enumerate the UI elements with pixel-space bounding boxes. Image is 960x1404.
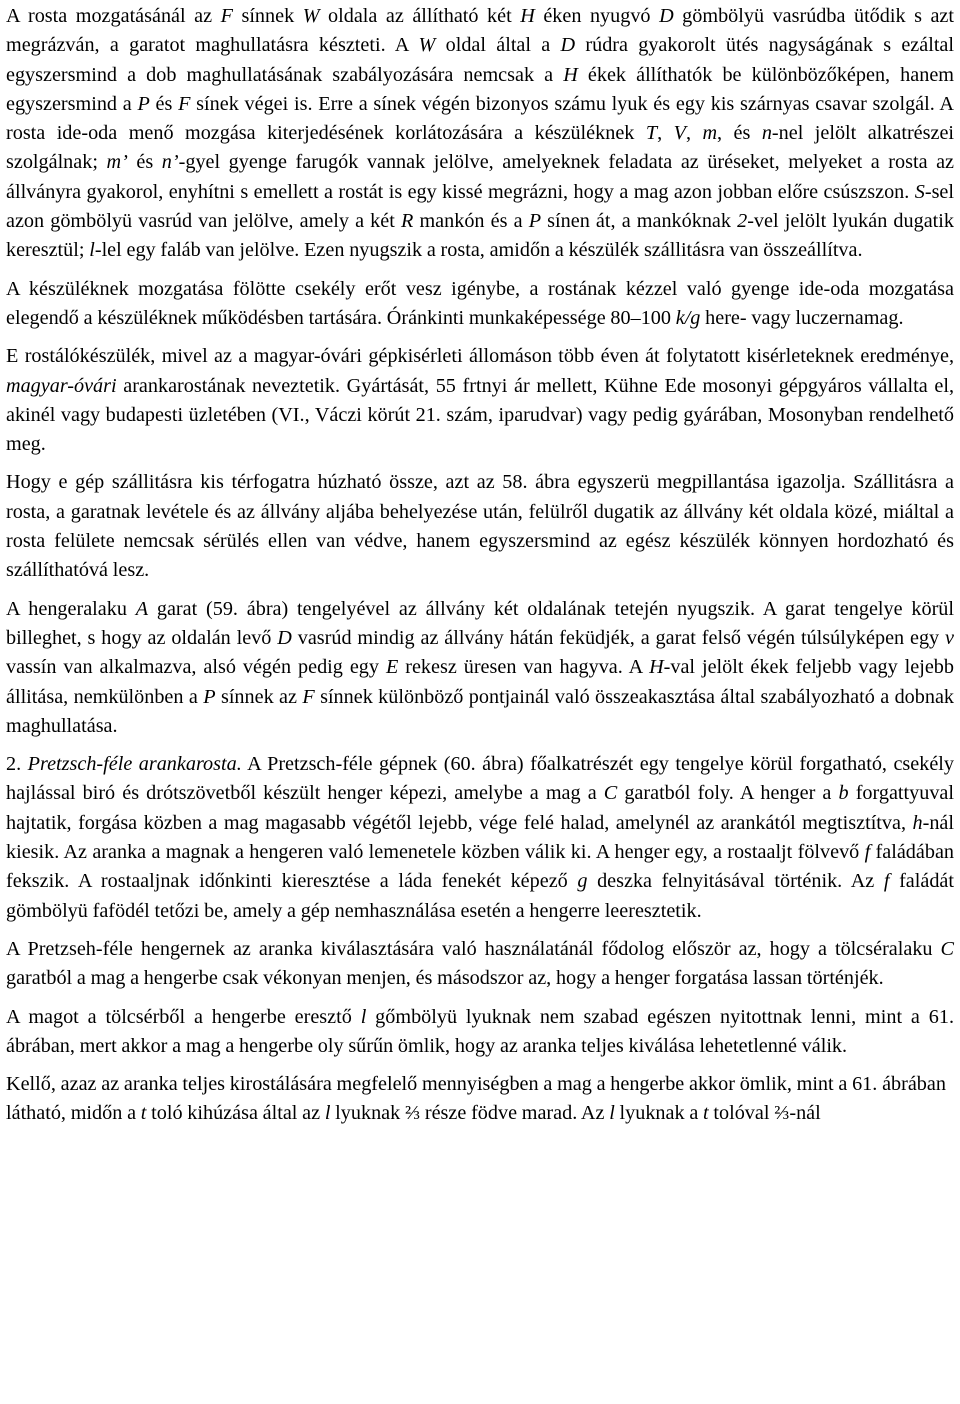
text-run: rekesz üresen van hagyva. A — [398, 656, 650, 679]
italic-text-run: Pretzsch-féle arankarosta. — [27, 753, 242, 776]
text-run: és — [149, 92, 179, 115]
italic-text-run: n’ — [161, 151, 179, 174]
italic-text-run: v — [945, 626, 954, 649]
text-run: -nál kiesik. Az aranka a magnak a hengeren való lemenetele közben válik ki. A henger egy, a rostaaljt fölvevő — [6, 811, 954, 864]
italic-text-run: n — [761, 122, 772, 145]
text-run: deszka felnyitásával történik. Az — [587, 870, 884, 893]
italic-text-run: l — [89, 239, 95, 262]
italic-text-run: W — [302, 5, 320, 27]
italic-text-run: 2 — [737, 210, 748, 233]
text-run: A hengeralaku — [6, 597, 136, 620]
text-run: , — [685, 122, 703, 145]
italic-text-run: m’ — [106, 151, 128, 174]
italic-text-run: A — [135, 597, 149, 620]
text-run: sínen át, a mankóknak — [541, 210, 738, 233]
text-run: mankón és a — [413, 210, 529, 233]
text-run: A készüléknek mozgatása fölötte csekély erőt vesz igénybe, a rostának kézzel való gyenge ide-oda mozgatása elegendő a készüléknek működésben tartására. Óránkinti munkaképessége 80–100 — [6, 277, 954, 329]
paragraph-hengeralaku-garat — [6, 595, 954, 741]
italic-text-run: P — [203, 685, 216, 708]
text-run: -sel azon gömbölyü vasrúd van jelölve, amely a két — [6, 180, 954, 233]
text-run: lyuknak ⅔ része födve marad. Az — [330, 1102, 610, 1125]
italic-text-run: h — [912, 811, 923, 834]
italic-text-run: k/g — [675, 306, 701, 329]
paragraph-szallitas — [6, 468, 954, 585]
italic-text-run: S — [914, 180, 925, 203]
paragraph-pretzsch-fele — [6, 750, 954, 926]
italic-text-run: D — [277, 626, 292, 649]
italic-text-run: H — [520, 5, 535, 27]
italic-text-run: P — [528, 210, 542, 233]
text-run: -nel jelölt alkatrészei szolgálnak; — [6, 122, 955, 174]
text-run: sínnek az — [215, 685, 303, 708]
text-run: A Pretzseh-féle hengernek az aranka kiválasztására való használatánál fődolog először az, hogy a tölcséralaku — [6, 937, 941, 960]
italic-text-run: R — [400, 210, 414, 233]
italic-text-run: F — [178, 92, 191, 115]
text-run: A rosta mozgatásánál az — [6, 5, 221, 27]
italic-text-run: E — [385, 656, 399, 679]
text-run: forgattyuval hajtatik, forgása közben a mag magasabb végétől lejebb, vége felé halad, amelynél az arankától megtisztítva, — [6, 782, 954, 834]
italic-text-run: l — [609, 1102, 615, 1125]
text-run: sínnek — [232, 5, 303, 27]
text-run: -vel jelölt lyukán dugatik keresztül; — [6, 210, 954, 262]
italic-text-run: P — [137, 92, 150, 115]
italic-text-run: W — [418, 34, 436, 57]
italic-text-run: g — [577, 870, 588, 893]
paragraph-pretzseh-hengernek — [6, 935, 954, 994]
text-run: Kellő, azaz az aranka teljes kirostálására megfelelő mennyiségben a mag a hengerbe akkor ömlik, mint a 61. ábrában látható, midőn a — [6, 1073, 946, 1125]
text-run: A Pretzsch-féle gépnek (60. ábra) főalkatrészét egy tengelye körül forgatható, csekély hajlással biró és drótszövetből készült henger képezi, amelybe a mag a — [6, 753, 954, 805]
text-run: here- vagy luczernamag. — [700, 306, 904, 329]
text-run: lyuknak a — [614, 1102, 704, 1125]
text-run: sínek végei is. Erre a sínek végén bizonyos számu lyuk és egy kis szárnyas csavar szolgál. A rosta ide-oda menő mozgása kiterjedésének korlátozására a készüléknek — [6, 92, 954, 145]
text-run: , — [657, 122, 674, 145]
italic-text-run: F — [220, 5, 233, 27]
text-run: faládában fekszik. A rostaaljnak időnkinti kieresztése a láda fenekét képező — [6, 841, 955, 893]
text-run: E rostálókészülék, mivel az a magyar-óvári gépkisérleti állomáson több éven át folytatott kisérleteknek eredménye, — [6, 345, 954, 368]
italic-text-run: b — [838, 782, 849, 805]
italic-text-run: magyar-óvári — [6, 374, 117, 397]
text-run: sínnek különböző pontjainál való összeakasztása által szabályozható a dobnak maghullatása. — [6, 685, 955, 737]
paragraph-tolcser-lyuk — [6, 1003, 954, 1062]
text-run: ékek állíthatók be különbözőképen, hanem egyszersmind a — [6, 63, 954, 115]
text-run: toló kihúzása által az — [146, 1102, 325, 1125]
italic-text-run: l — [324, 1102, 331, 1125]
italic-text-run: m — [702, 122, 718, 145]
italic-text-run: D — [659, 5, 674, 27]
paragraph-kello-mennyiseg — [6, 1070, 954, 1129]
text-run: garat (59. ábra) tengelyével az állvány két oldalának tetején nyugszik. A garat tengelye körül billeghet, s hogy az oldalán levő — [6, 597, 954, 649]
text-run: garatból a mag a hengerbe csak vékonyan menjen, és másodszor az, hogy a henger forgatása lassan történjék. — [6, 967, 884, 990]
text-run: garatból foly. A henger a — [617, 782, 839, 805]
italic-text-run: H — [563, 63, 578, 86]
text-run: vasrúd mindig az állvány hátán feküdjék, a garat felső végén túlsúlyképen egy — [291, 626, 946, 649]
italic-text-run: D — [560, 34, 576, 57]
italic-text-run: f — [883, 870, 890, 893]
text-run: 2. — [6, 753, 28, 776]
text-run: éken nyugvó — [534, 5, 660, 27]
text-run: faládát gömbölyü fafödél tetőzi be, amely a gép nemhasználása esetén a hengerre leeresztetik. — [6, 870, 954, 922]
text-run: -lel egy faláb van jelölve. Ezen nyugszik a rosta, amidőn a készülék szállitásra van összeállítva. — [94, 239, 863, 262]
text-run: , és — [717, 122, 762, 145]
paragraph-magyar-ovari — [6, 342, 954, 459]
text-run: A magot a tölcsérből a hengerbe eresztő — [6, 1005, 361, 1028]
italic-text-run: t — [140, 1102, 147, 1125]
text-run: oldala az állítható két — [319, 5, 521, 27]
text-run: tolóval ⅔-nál — [708, 1102, 821, 1125]
text-run: -gyel gyenge farugók vannak jelölve, amelyeknek feladata az üréseket, melyeket a rosta az állványra gyakorol, enyhítni s emellett a rostát is egy kissé megrázni, hogy a mag azon jobban előre csúszszon. — [6, 151, 955, 203]
italic-text-run: H — [649, 656, 664, 679]
paragraph-rosta-mozgatas — [6, 2, 954, 266]
italic-text-run: f — [864, 841, 871, 864]
text-run: oldal által a — [435, 34, 561, 57]
italic-text-run: V — [673, 122, 686, 145]
text-run: vassín van alkalmazva, alsó végén pedig egy — [6, 656, 386, 679]
italic-text-run: l — [360, 1005, 367, 1028]
text-run: -val jelölt ékek feljebb vagy lejebb állitása, nemkülönben a — [6, 656, 954, 708]
paragraph-keszulek-mozgatasa — [6, 275, 954, 334]
text-run: rúdra gyakorolt ütés nagyságának s ezáltal egyszersmind a dob maghullatásának szabályozására nemcsak a — [6, 34, 955, 86]
italic-text-run: C — [940, 937, 954, 960]
text-run: gömbölyü vasrúdba ütődik s azt megrázván, a garatot maghullatásra készteti. A — [6, 5, 955, 57]
text-run: arankarostának neveztetik. Gyártását, 55 frtnyi ár mellett, Kühne Ede mosonyi gépgyáros vállalta el, akinél vagy budapesti üzletében (VI., Váczi körút 21. szám, iparudvar) vagy pedig gyárában, Mosonyban rendelhető meg. — [6, 374, 954, 456]
text-run: és — [127, 151, 162, 174]
italic-text-run: t — [703, 1102, 709, 1125]
italic-text-run: T — [645, 122, 658, 145]
text-run: Hogy e gép szállitásra kis térfogatra húzható össze, azt az 58. ábra egyszerü megpillantása igazolja. Szállitásra a rosta, a garatnak levétele és az állvány aljába behelyezése után, felülről dugatik az állvány két oldala közé, miáltal a rosta felülete nemcsak sérülés ellen van védve, hanem egyszersmind az egész készülék könnyen hordozható és szállíthatóvá lesz. — [6, 471, 954, 582]
italic-text-run: F — [302, 685, 315, 708]
text-run: gőmbölyü lyuknak nem szabad egészen nyitottnak lenni, mint a 61. ábrában, mert akkor a mag a hengerbe oly sűrűn ömlik, hogy az aranka teljes kiválása lehetetlenné válik. — [6, 1005, 954, 1057]
italic-text-run: C — [603, 782, 618, 805]
